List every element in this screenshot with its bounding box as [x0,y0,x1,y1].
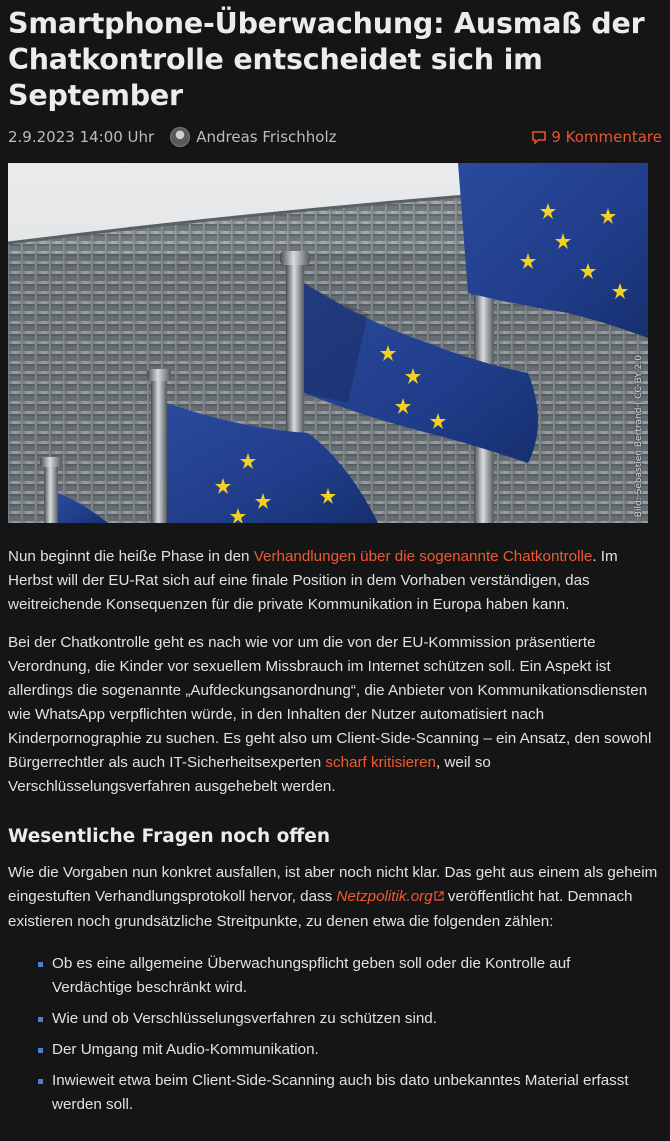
section-heading: Wesentliche Fragen noch offen [8,826,331,847]
p2-text-before: Bei der Chatkontrolle geht es nach wie vor um die von der EU-Kommission präsentierte Verordnung, die Kinder vor sexuellem Missbrauch im Internet schützen soll. Ein Aspekt ist allerdings die sogenannte „Aufdeckungsanordnung“, die Anbieter von Kommunikationsdiensten wie WhatsApp verpflichten würde, in den Inhalten der Nutzer automatisiert nach Kinderpornographie zu suchen. Es geht also um Client-Side-Scanning – ein Ansatz, den sowohl Bürgerrechtler als auch IT-Sicherheitsexperten [8,634,652,771]
external-link-icon [434,892,444,904]
article-meta [8,124,662,150]
list-item: Wie und ob Verschlüsselungsverfahren zu schützen sind. [38,1007,662,1031]
paragraph-intro [8,545,662,617]
list-item: Inwieweit etwa beim Client-Side-Scanning auch bis dato unbekanntes Material erfasst werden soll. [38,1069,662,1117]
publish-date: 2.9.2023 14:00 Uhr [8,128,155,146]
p1-text-after: . Im Herbst will der EU-Rat sich auf eine finale Position in dem Vorhaben verständigen, das weitreichende Konsequenzen für die private Kommunikation in Europa haben kann. [8,548,618,613]
list-item: Der Umgang mit Audio-Kommunikation. [38,1038,662,1062]
link-netzpolitik[interactable] [336,888,443,905]
comments-count: 9 Kommentare [551,128,662,146]
author-avatar[interactable] [170,127,190,147]
streitpunkte-list [8,952,662,1117]
image-credit: Bild: Sébastien Bertrand | CC BY 2.0 [634,354,644,517]
author-name[interactable]: Andreas Frischholz [196,128,337,146]
link-scharf-kritisieren[interactable]: scharf kritisieren [325,754,436,771]
p3-text-after: veröffentlicht hat. Demnach existieren noch grundsätzliche Streitpunkte, zu denen etwa die folgenden zählen: [8,888,633,930]
eu-flags-photo [8,163,648,523]
list-item: Ob es eine allgemeine Überwachungspflicht geben soll oder die Kontrolle auf Verdächtige beschränkt wird. [38,952,662,1000]
link-netzpolitik-label: Netzpolitik.org [336,888,433,905]
p1-text-before: Nun beginnt die heiße Phase in den [8,548,254,565]
link-verhandlungen[interactable]: Verhandlungen über die sogenannte Chatkontrolle [253,548,593,565]
speech-bubble-icon [532,131,546,144]
p2-text-after: , weil so Verschlüsselungsverfahren ausgehebelt werden. [8,754,491,795]
p3-text-before: Wie die Vorgaben nun konkret ausfallen, ist aber noch nicht klar. Das geht aus einem als geheim eingestuften Verhandlungsprotokoll hervor, dass [8,864,658,905]
paragraph-chatkontrolle [8,631,662,799]
article-title: Smartphone-Überwachung: Ausmaß der Chatkontrolle entscheidet sich im September [8,7,645,112]
comments-link[interactable] [532,128,662,146]
paragraph-fragen [8,861,662,934]
article-hero-image [8,163,648,523]
